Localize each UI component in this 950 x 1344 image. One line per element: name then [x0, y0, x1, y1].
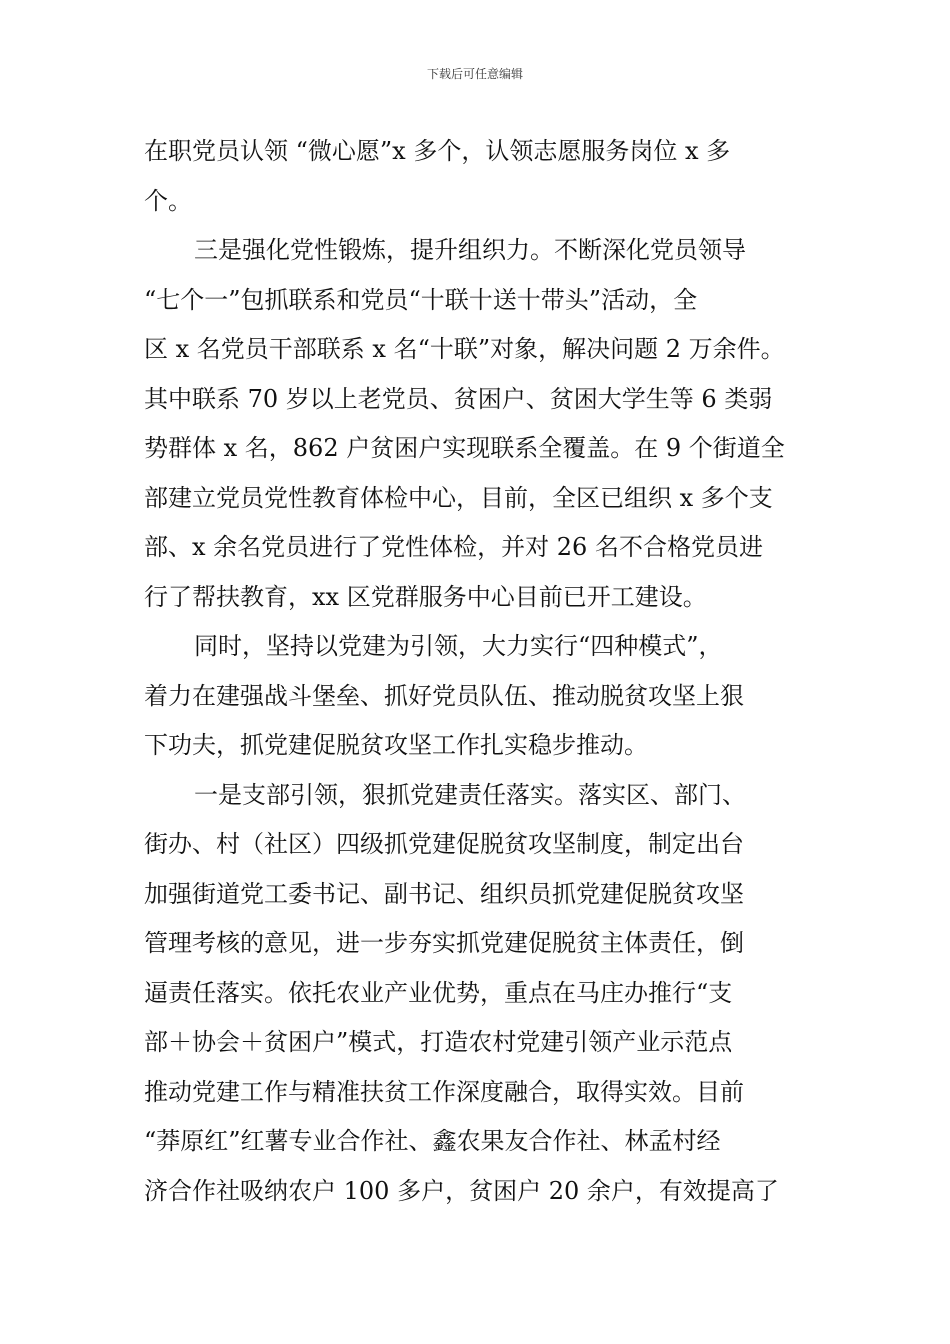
text-line: 其中联系 70 岁以上老党员、贫困户、贫困大学生等 6 类弱 [144, 384, 773, 413]
text-line: 一是支部引领，狠抓党建责任落实。落实区、部门、 [194, 780, 746, 809]
text-line: 行了帮扶教育，xx 区党群服务中心目前已开工建设。 [144, 582, 707, 611]
text-line: “莽原红”红薯专业合作社、鑫农果友合作社、林孟村经 [144, 1127, 721, 1155]
text-line: 下功夫，抓党建促脱贫攻坚工作扎实稳步推动。 [144, 731, 648, 759]
text-line: “七个一”包抓联系和党员“十联十送十带头”活动，全 [144, 285, 698, 314]
text-line: 个。 [144, 186, 192, 215]
text-line: 部、x 余名党员进行了党性体检，并对 26 名不合格党员进 [144, 533, 763, 561]
text-line: 部＋协会＋贫困户”模式，打造农村党建引领产业示范点 [144, 1028, 733, 1056]
text-line: 管理考核的意见，进一步夯实抓党建促脱贫主体责任，倒 [144, 929, 744, 957]
text-line: 推动党建工作与精准扶贫工作深度融合，取得实效。目前 [144, 1077, 744, 1106]
text-line: 三是强化党性锻炼，提升组织力。不断深化党员领导 [194, 236, 746, 264]
text-line: 街办、村（社区）四级抓党建促脱贫攻坚制度，制定出台 [144, 830, 744, 858]
text-line: 逼责任落实。依托农业产业优势，重点在马庄办推行“支 [144, 978, 733, 1007]
page-header: 下载后可任意编辑 [426, 67, 523, 81]
text-line: 区 x 名党员干部联系 x 名“十联”对象，解决问题 2 万余件。 [144, 335, 785, 363]
text-line: 势群体 x 名，862 户贫困户实现联系全覆盖。在 9 个街道全 [144, 434, 785, 462]
text-line: 部建立党员党性教育体检中心，目前，全区已组织 x 多个支 [144, 483, 773, 512]
text-line: 加强街道党工委书记、副书记、组织员抓党建促脱贫攻坚 [144, 879, 744, 908]
text-line: 济合作社吸纳农户 100 多户，贫困户 20 余户，有效提高了 [144, 1176, 779, 1205]
document-body [144, 127, 814, 1216]
text-line: 同时，坚持以党建为引领，大力实行“四种模式”， [194, 632, 723, 660]
text-line: 在职党员认领 “微心愿”x 多个，认领志愿服务岗位 x 多 [144, 137, 731, 165]
text-line: 着力在建强战斗堡垒、抓好党员队伍、推动脱贫攻坚上狠 [144, 681, 744, 710]
